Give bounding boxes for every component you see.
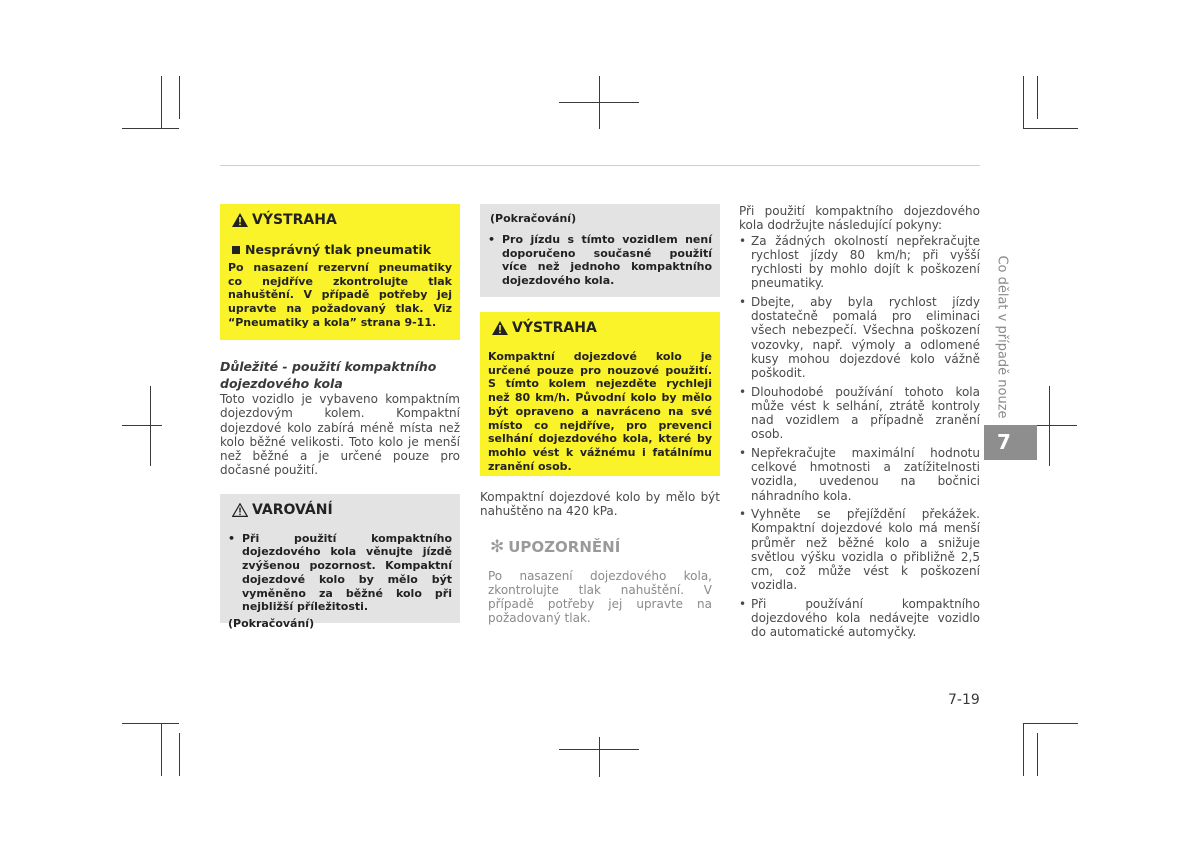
- list-intro: Při použití kompaktního dojezdového kola dodržujte následující pokyny:: [739, 204, 980, 233]
- warning-box-compact-wheel: [480, 312, 720, 476]
- crop-mark: [1023, 128, 1078, 129]
- bullet-dot: •: [739, 445, 747, 460]
- column-left: [220, 204, 460, 630]
- crop-mark: [1037, 425, 1077, 426]
- column-middle: [480, 204, 720, 626]
- bullet-dot: •: [228, 531, 236, 545]
- continued-label: (Pokračování): [228, 617, 315, 630]
- warning-subtitle: Nesprávný tlak pneumatik: [232, 242, 452, 257]
- list-item: • Při používání kompaktního dojezdového kola nedávejte vozidlo do automatické automyčky.: [739, 596, 980, 640]
- crop-mark: [161, 76, 162, 129]
- crop-mark: [122, 128, 179, 129]
- section-heading: Důležité - použití kompaktního dojezdového kola: [220, 359, 437, 391]
- crop-mark: [1023, 723, 1078, 724]
- bullet-dot: •: [739, 294, 747, 309]
- notice-box: [220, 494, 460, 630]
- header-rule: [220, 165, 980, 166]
- crop-mark: [179, 76, 180, 119]
- bullet-dot: •: [739, 506, 747, 521]
- warning-text: Kompaktní dojezdové kolo je určené pouze pro nouzové použití. S tímto kolem nejezděte rychleji než 80 km/h. Původní kolo by mělo být opraveno a navráceno na své místo co nejdříve, pro prevenci selhání dojezdového kola, které by mohlo vést k vážnému i fatálnímu zranění osob.: [488, 350, 712, 473]
- crop-mark: [122, 425, 162, 426]
- caution-heading: ✻ UPOZORNĚNÍ: [490, 536, 621, 557]
- list-item: • Nepřekračujte maximální hodnotu celkové hmotnosti a zatížitelnosti vozidla, uvedenou na bočnici náhradního kola.: [739, 445, 980, 503]
- crop-mark: [1037, 733, 1038, 776]
- section-side-title: Co dělat v případě nouze: [994, 255, 1010, 419]
- pressure-paragraph: Kompaktní dojezdové kolo by mělo být nahuštěno na 420 kPa.: [480, 490, 720, 519]
- continued-box: [480, 204, 720, 297]
- square-bullet-icon: [232, 246, 240, 254]
- crop-mark: [179, 733, 180, 776]
- list-item: • Dbejte, aby byla rychlost jízdy dostatečně pomalá pro eliminaci všech nebezpečí. Všechna poškození vozovky, např. výmoly a odlomené kusy mohou dojezdové kolo vážně poškodit.: [739, 294, 980, 381]
- continued-heading: (Pokračování): [490, 212, 577, 225]
- section-paragraph: Toto vozidlo je vybaveno kompaktním dojezdovým kolem. Kompaktní dojezdové kolo zabírá méně místa než kolo běžné velikosti. Toto kolo je menší než běžné a je určené pouze pro dočasné použití.: [220, 392, 460, 478]
- crop-mark: [599, 737, 600, 777]
- bullet-dot: •: [488, 233, 496, 246]
- caution-star-icon: ✻: [490, 536, 505, 557]
- crop-mark: [1023, 76, 1024, 129]
- list-item: • Dlouhodobé používání tohoto kola může vést k selhání, ztrátě kontroly nad vozidlem a případně zranění osob.: [739, 384, 980, 442]
- crop-mark: [599, 76, 600, 129]
- bullet-dot: •: [739, 596, 747, 611]
- bullet-dot: •: [739, 233, 747, 248]
- warning-text: Po nasazení rezervní pneumatiky co nejdříve zkontrolujte tlak nahuštění. V případě potřeby jej upravte na požadovaný tlak. Viz “Pneumatiky a kola” strana 9-11.: [228, 261, 452, 329]
- column-right: [739, 204, 980, 644]
- notice-title: VAROVÁNÍ: [232, 502, 452, 518]
- continued-bullet: • Pro jízdu s tímto vozidlem není doporučeno současné použití více než jednoho kompaktního dojezdového kola.: [488, 233, 712, 288]
- warning-box-pressure: [220, 204, 460, 340]
- warning-title: VÝSTRAHA: [232, 212, 452, 228]
- notice-bullet: • Při použití kompaktního dojezdového kola věnujte jízdě zvýšenou pozornost. Kompaktní dojezdové kolo by mělo být vyměněno za běžné kolo při nejbližší příležitosti.: [228, 531, 452, 614]
- warning-triangle-icon: [492, 321, 508, 335]
- bullet-dot: •: [739, 384, 747, 399]
- warning-title: VÝSTRAHA: [492, 320, 712, 336]
- warning-triangle-icon: [232, 213, 248, 227]
- list-item: • Za žádných okolností nepřekračujte rychlost jízdy 80 km/h; při vyšší rychlosti by mohlo dojít k poškození pneumatiky.: [739, 233, 980, 291]
- crop-mark: [161, 723, 162, 776]
- page-number: 7-19: [948, 692, 980, 708]
- crop-mark: [122, 723, 179, 724]
- chapter-tab: 7: [984, 425, 1037, 460]
- caution-triangle-outline-icon: [232, 503, 248, 517]
- crop-mark: [150, 386, 151, 466]
- crop-mark: [1049, 386, 1050, 466]
- list-item: • Vyhněte se přejíždění překážek. Kompaktní dojezdové kolo má menší průměr než běžné kolo a snižuje světlou výšku vozidla o přibližně 2,5 cm, což může vést k poškození vozidla.: [739, 506, 980, 593]
- crop-mark: [1023, 723, 1024, 776]
- caution-paragraph: Po nasazení dojezdového kola, zkontrolujte tlak nahuštění. V případě potřeby jej upravte na požadovaný tlak.: [488, 568, 712, 626]
- crop-mark: [1037, 76, 1038, 119]
